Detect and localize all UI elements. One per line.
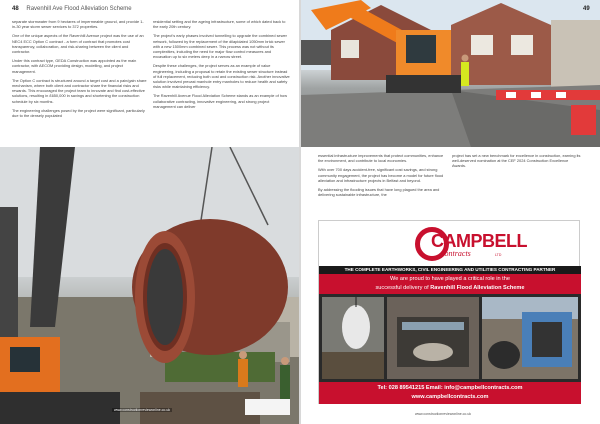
left-footer-url: www.constructionreviewonline.co.uk	[114, 408, 171, 412]
logo-brand-sub: contracts	[441, 249, 471, 258]
advert-photo-excavation	[482, 297, 578, 379]
paragraph: separate stormwater from 9 hectares of impermeable ground, and provide 1-in-30 year storm sewer services to 372 properties.	[12, 19, 144, 30]
campbell-contracts-advert[interactable]	[318, 220, 580, 404]
advert-contact-block	[319, 382, 581, 404]
advert-banner-line2	[319, 284, 581, 292]
right-page-number: 49	[583, 6, 590, 12]
left-column-2	[153, 19, 290, 113]
paragraph: The Option C contract is structured around a target cost and a pain/gain share mechanism, where both client and contractor share the financial risks and rewards. This encouraged the project team to innovate and find cost-effective solutions, resulting in £650,000 in savings and shortening the construction schedule by six months.	[12, 77, 147, 104]
right-footer-url: www.constructionreviewonline.co.uk	[415, 412, 472, 416]
paragraph: residential setting and the ageing infrastructure, some of which dated back to the early 20th century.	[153, 19, 286, 30]
paragraph: By addressing the flooding issues that have long plagued the area and delivering sustainable infrastructure, the	[318, 187, 440, 198]
advert-contact-line: Tel: 028 89541215 Email: info@campbellcontracts.com	[377, 385, 523, 391]
advert-photo-trench	[387, 297, 479, 379]
left-page-header	[12, 6, 132, 12]
advert-banner-scheme: Ravenhill Flood Alleviation Scheme	[430, 285, 525, 291]
campbell-logo	[415, 227, 527, 261]
paragraph: Despite these challenges, the project serves as an example of value engineering, including a proposal to retain the existing sewer structure instead of full replacement, reducing both cost and construction risk. Another innovative solution involved precast manhole entry manholes to reduce health and safety risks while maintaining efficiency.	[153, 63, 290, 90]
advert-banner-line1: We are proud to have played a critical role in the	[390, 276, 510, 282]
pipe-installation-photo	[0, 147, 300, 424]
paragraph: project has set a new benchmark for excellence in construction, earning its well-deserved nomination at the CEF 2024 Construction Excellence Awards.	[452, 153, 581, 169]
logo-brand: CAMPBELL	[431, 231, 527, 251]
paragraph: The project's early phases involved tunnelling to upgrade the combined sewer network, followed by the replacement of the dilapidated 1050mm brick sewer with a new 1500mm combined sewer. This process was not without its complexities, including the need for major flow control measures and excavation up to six meters deep in a narrow street.	[153, 33, 287, 60]
logo-ltd: LTD	[495, 253, 502, 257]
pipe-photo-illustration	[0, 147, 300, 424]
right-column-2	[452, 153, 582, 173]
paragraph: The engineering challenges posed by the project were significant, particularly due to the densely populated	[12, 107, 145, 119]
right-column-1	[318, 153, 445, 201]
left-page-title: Ravenhill Ave Flood Alleviation Scheme	[26, 6, 132, 12]
advert-banner-prefix: successful delivery of	[375, 285, 429, 291]
right-page-header	[583, 6, 590, 12]
left-page-number: 48	[12, 6, 19, 12]
paragraph: One of the unique aspects of the Ravenhill Avenue project was the use of an NEC4 ECC Option C contract - a form of contract that promotes cost transparency, collaboration, and risk-sharing between the client and contractor.	[12, 33, 144, 55]
paragraph: With over 700 days accident-free, significant cost savings, and strong community engagement, the project has become a model for future flood alleviation and infrastructure projects in Belfast and beyond.	[318, 167, 444, 183]
advert-photo-strip	[319, 294, 581, 382]
excavator-photo-illustration	[301, 0, 600, 147]
left-column-1	[12, 19, 147, 122]
advert-photo-pipe-lift	[322, 297, 384, 379]
paragraph: essential infrastructure improvements that protect communities, enhance the environment, and contribute to local economies.	[318, 153, 444, 164]
advert-partner-line: THE COMPLETE EARTHWORKS, CIVIL ENGINEERING AND UTILITIES CONTRACTING PARTNER	[319, 266, 581, 274]
advert-website[interactable]: www.campbellcontracts.com	[411, 394, 489, 400]
paragraph: The Ravenhill Avenue Flood Alleviation Scheme stands as an example of how collaborative contracting, innovative engineering, and strong project management can deliver	[153, 93, 288, 109]
advert-banner	[319, 274, 581, 294]
excavator-street-photo	[301, 0, 600, 147]
paragraph: Under this contract type, GEDA Construction was appointed as the main contractor, with AECOM providing design, modelling, and project management.	[12, 58, 137, 74]
